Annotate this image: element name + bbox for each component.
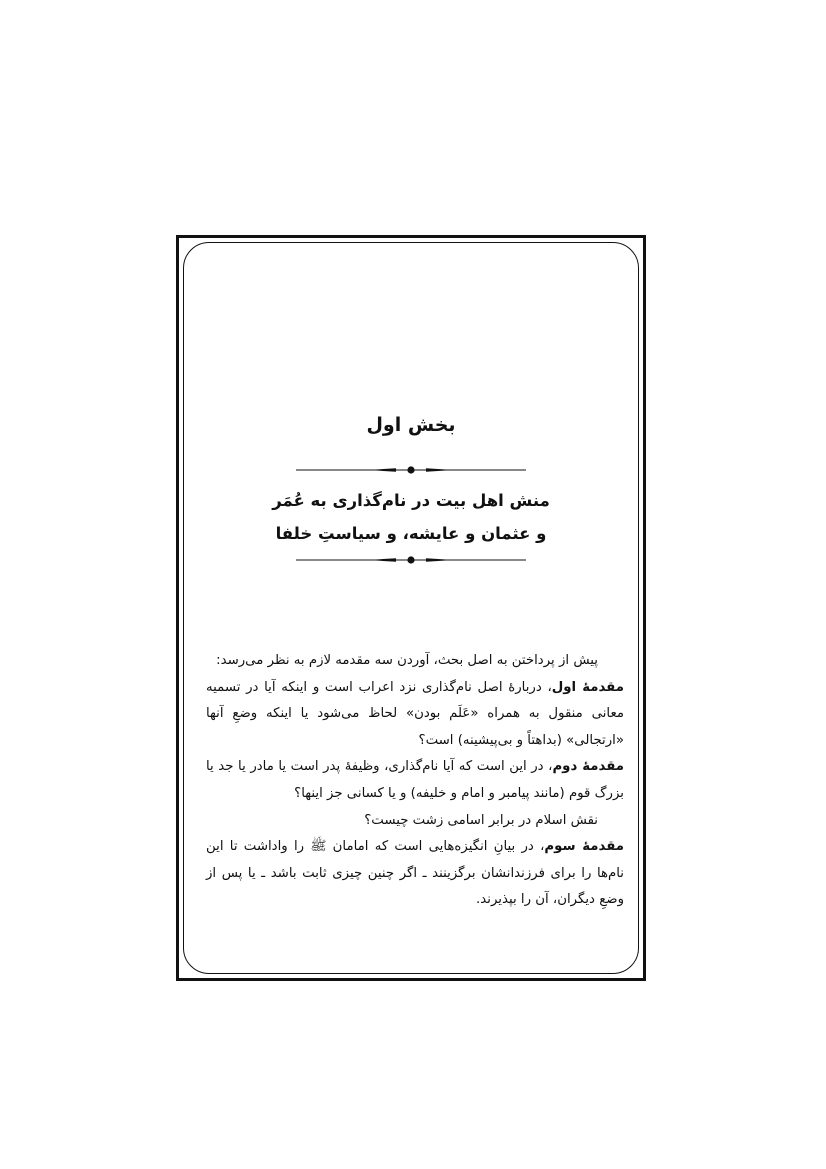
third-introduction-paragraph <box>206 834 624 914</box>
second-introduction-text: ، در این است که آیا نام‌گذاری، وظیفهٔ پدر است یا مادر یا جد یا بزرگ قوم (مانند پیامبر و امام و خلیفه) و یا کسانی جز اینها؟ <box>206 759 624 801</box>
third-introduction-text: ، در بیانِ انگیزه‌هایی است که امامان ﷺ را واداشت تا این نام‌ها را برای فرزندانشان برگزینند ـ اگر چنین چیزی ثابت باشد ـ یا پس از وضعِ دیگران، آن را بپذیرند. <box>206 839 624 908</box>
intro-text: پیش از پرداختن به اصل بحث، آوردن سه مقدمه لازم به نظر می‌رسد: <box>216 653 598 668</box>
third-introduction-label: مقدمهٔ سوم <box>544 839 625 855</box>
ornament-divider-bottom <box>296 554 526 566</box>
divider-ornament-icon <box>296 554 526 566</box>
first-introduction-text: ، دربارهٔ اصل نام‌گذاری نزد اعراب است و اینکه آیا در تسمیه معانی منقول به همراه «عَلَم بودن» لحاظ می‌شود یا اینکه وضعِ آنها «ارتجالی» (بداهتاً و بی‌پیشینه) است؟ <box>206 679 624 748</box>
body-text <box>206 648 624 914</box>
second-introduction-paragraph <box>206 754 624 807</box>
intro-paragraph <box>206 648 624 675</box>
divider-ornament-icon <box>296 464 526 476</box>
chapter-title-line-1: منش اهل بیت در نام‌گذاری به عُمَر <box>272 491 550 510</box>
followup-question-text: نقش اسلام در برابر اسامی زشت چیست؟ <box>364 812 598 828</box>
ornament-divider-top <box>296 464 526 476</box>
section-title: بخش اول <box>366 414 456 436</box>
first-introduction-label: مقدمهٔ اول <box>551 679 624 695</box>
second-introduction-label: مقدمهٔ دوم <box>552 759 624 775</box>
chapter-title <box>183 484 639 550</box>
chapter-title-line-2: و عثمان و عایشه، و سیاستِ خلفا <box>275 524 547 543</box>
second-introduction-followup <box>206 808 624 835</box>
first-introduction-paragraph <box>206 675 624 755</box>
